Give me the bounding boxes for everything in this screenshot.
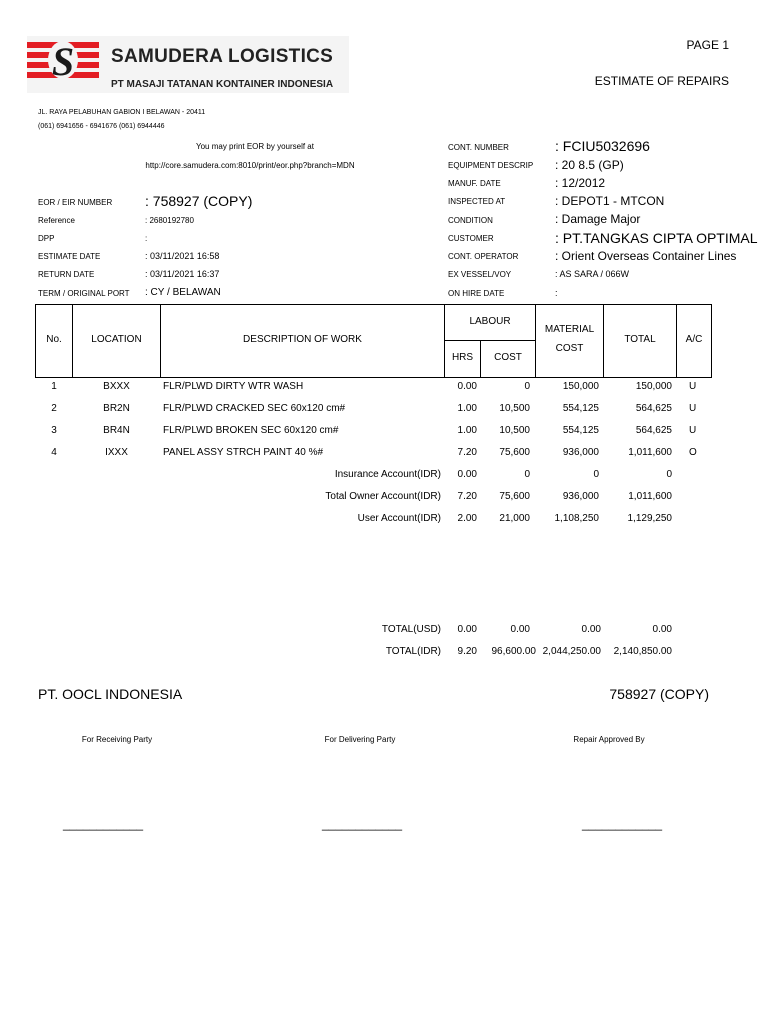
- row-material: 554,125: [562, 425, 599, 436]
- total-total: 2,140,850.00: [613, 646, 672, 657]
- row-location: BR2N: [103, 403, 130, 414]
- row-no: 1: [51, 381, 57, 392]
- print-note: You may print EOR by yourself at: [196, 142, 314, 151]
- field-label-on-hire-date: ON HIRE DATE: [448, 289, 505, 298]
- total-material: 0.00: [581, 624, 601, 635]
- col-header-cost: COST: [494, 352, 522, 363]
- company-name: SAMUDERA LOGISTICS: [111, 46, 334, 67]
- print-url[interactable]: http://core.samudera.com:8010/print/eor.php?branch=MDN: [145, 161, 355, 170]
- row-cost: 75,600: [499, 447, 530, 458]
- field-value-cont-number: : FCIU5032696: [555, 138, 650, 154]
- field-value-condition: : Damage Major: [555, 212, 641, 226]
- field-value-equipment: : 20 8.5 (GP): [555, 158, 624, 172]
- row-hrs: 1.00: [457, 425, 477, 436]
- field-label-return-date: RETURN DATE: [38, 270, 95, 279]
- col-header-hrs: HRS: [451, 352, 474, 363]
- total-cost: 96,600.00: [491, 646, 536, 657]
- row-description: FLR/PLWD DIRTY WTR WASH: [163, 381, 304, 392]
- col-header-material-cost: COST: [555, 343, 584, 354]
- account-hrs: 2.00: [457, 513, 477, 524]
- account-row-owner: [0, 491, 768, 505]
- field-value-dpp: :: [145, 234, 148, 243]
- row-hrs: 7.20: [457, 447, 477, 458]
- row-hrs: 0.00: [457, 381, 477, 392]
- company-subtitle: PT MASAJI TATANAN KONTAINER INDONESIA: [111, 79, 334, 90]
- signature-line-delivering: ____________: [322, 817, 403, 831]
- row-location: IXXX: [105, 447, 128, 458]
- signature-line-receiving: ____________: [63, 817, 144, 831]
- row-location: BR4N: [103, 425, 130, 436]
- field-value-term-port: : CY / BELAWAN: [145, 287, 221, 298]
- account-cost: 21,000: [499, 513, 530, 524]
- account-label: Insurance Account(IDR): [334, 469, 441, 480]
- row-material: 554,125: [562, 403, 599, 414]
- field-label-cont-number: CONT. NUMBER: [448, 143, 509, 152]
- table-row: [0, 381, 768, 395]
- field-label-term-port: TERM / ORIGINAL PORT: [38, 289, 130, 298]
- total-label: TOTAL(IDR): [385, 646, 441, 657]
- field-label-inspected-at: INSPECTED AT: [448, 197, 506, 206]
- col-header-material: MATERIAL: [544, 324, 595, 335]
- signature-label-receiving: For Receiving Party: [81, 735, 153, 744]
- row-total: 564,625: [635, 403, 672, 414]
- col-header-ac: A/C: [685, 334, 703, 345]
- row-material: 936,000: [562, 447, 599, 458]
- field-label-customer: CUSTOMER: [448, 234, 494, 243]
- field-label-estimate-date: ESTIMATE DATE: [38, 252, 101, 261]
- field-label-equipment: EQUIPMENT DESCRIP: [448, 161, 534, 170]
- total-row-usd: [0, 624, 768, 638]
- account-material: 0: [593, 469, 599, 480]
- row-no: 3: [51, 425, 57, 436]
- field-value-ex-vessel: : AS SARA / 066W: [555, 269, 630, 279]
- account-cost: 0: [524, 469, 530, 480]
- row-ac: O: [689, 447, 697, 458]
- field-label-eor-number: EOR / EIR NUMBER: [38, 198, 113, 207]
- row-description: FLR/PLWD CRACKED SEC 60x120 cm#: [163, 403, 346, 414]
- account-label: Total Owner Account(IDR): [325, 491, 441, 502]
- field-label-dpp: DPP: [38, 234, 55, 243]
- field-value-inspected-at: : DEPOT1 - MTCON: [555, 194, 665, 208]
- svg-text:S: S: [51, 40, 75, 80]
- account-total: 1,129,250: [627, 513, 672, 524]
- row-material: 150,000: [562, 381, 599, 392]
- account-label: User Account(IDR): [357, 513, 441, 524]
- row-location: BXXX: [103, 381, 130, 392]
- col-header-no: No.: [46, 334, 62, 345]
- account-total: 0: [666, 469, 672, 480]
- footer-company: PT. OOCL INDONESIA: [38, 686, 183, 702]
- row-cost: 0: [524, 381, 530, 392]
- row-ac: U: [689, 381, 697, 392]
- samudera-logo-icon: [27, 40, 99, 80]
- field-value-eor-number: : 758927 (COPY): [145, 193, 253, 209]
- account-hrs: 0.00: [457, 469, 477, 480]
- total-cost: 0.00: [510, 624, 530, 635]
- col-header-location: LOCATION: [91, 334, 142, 345]
- address-line-1: JL. RAYA PELABUHAN GABION I BELAWAN - 20411: [38, 109, 206, 116]
- row-total: 1,011,600: [628, 447, 672, 458]
- account-total: 1,011,600: [628, 491, 672, 502]
- row-ac: U: [689, 403, 697, 414]
- account-row-user: [0, 513, 768, 527]
- field-label-condition: CONDITION: [448, 216, 493, 225]
- col-header-description: DESCRIPTION OF WORK: [243, 334, 362, 345]
- total-hrs: 0.00: [457, 624, 477, 635]
- table-row: [0, 425, 768, 439]
- field-value-cont-operator: : Orient Overseas Container Lines: [555, 249, 737, 263]
- company-logo: [27, 36, 349, 93]
- field-value-on-hire-date: :: [555, 288, 558, 298]
- field-value-manuf-date: : 12/2012: [555, 176, 606, 190]
- account-cost: 75,600: [499, 491, 530, 502]
- signature-label-delivering: For Delivering Party: [324, 735, 396, 744]
- document-title: ESTIMATE OF REPAIRS: [594, 74, 729, 88]
- row-total: 564,625: [635, 425, 672, 436]
- row-ac: U: [689, 425, 697, 436]
- account-material: 936,000: [562, 491, 599, 502]
- field-label-cont-operator: CONT. OPERATOR: [448, 252, 519, 261]
- col-header-labour: LABOUR: [469, 316, 511, 327]
- total-material: 2,044,250.00: [542, 646, 601, 657]
- field-label-ex-vessel: EX VESSEL/VOY: [448, 270, 512, 279]
- account-row-insurance: [0, 469, 768, 483]
- row-no: 4: [51, 447, 57, 458]
- row-hrs: 1.00: [457, 403, 477, 414]
- row-cost: 10,500: [499, 425, 530, 436]
- field-value-estimate-date: : 03/11/2021 16:58: [145, 251, 220, 261]
- table-row: [0, 403, 768, 417]
- row-total: 150,000: [635, 381, 672, 392]
- field-label-manuf-date: MANUF. DATE: [448, 179, 501, 188]
- footer-eor-number: 758927 (COPY): [609, 686, 709, 702]
- address-line-2: (061) 6941656 - 6941676 (061) 6944446: [38, 123, 165, 130]
- account-material: 1,108,250: [554, 513, 599, 524]
- row-no: 2: [51, 403, 57, 414]
- total-total: 0.00: [652, 624, 672, 635]
- field-value-reference: : 2680192780: [145, 216, 194, 225]
- field-value-return-date: : 03/11/2021 16:37: [145, 269, 220, 279]
- account-hrs: 7.20: [457, 491, 477, 502]
- table-row: [0, 447, 768, 461]
- page-number: PAGE 1: [686, 38, 729, 52]
- total-hrs: 9.20: [457, 646, 477, 657]
- row-cost: 10,500: [499, 403, 530, 414]
- col-header-total: TOTAL: [624, 334, 656, 345]
- row-description: PANEL ASSY STRCH PAINT 40 %#: [163, 447, 324, 458]
- total-row-idr: [0, 646, 768, 660]
- total-label: TOTAL(USD): [381, 624, 441, 635]
- row-description: FLR/PLWD BROKEN SEC 60x120 cm#: [163, 425, 339, 436]
- field-value-customer: : PT.TANGKAS CIPTA OPTIMAL: [555, 230, 758, 246]
- signature-label-approved: Repair Approved By: [573, 735, 645, 744]
- field-label-reference: Reference: [38, 216, 75, 225]
- signature-line-approved: ____________: [582, 817, 663, 831]
